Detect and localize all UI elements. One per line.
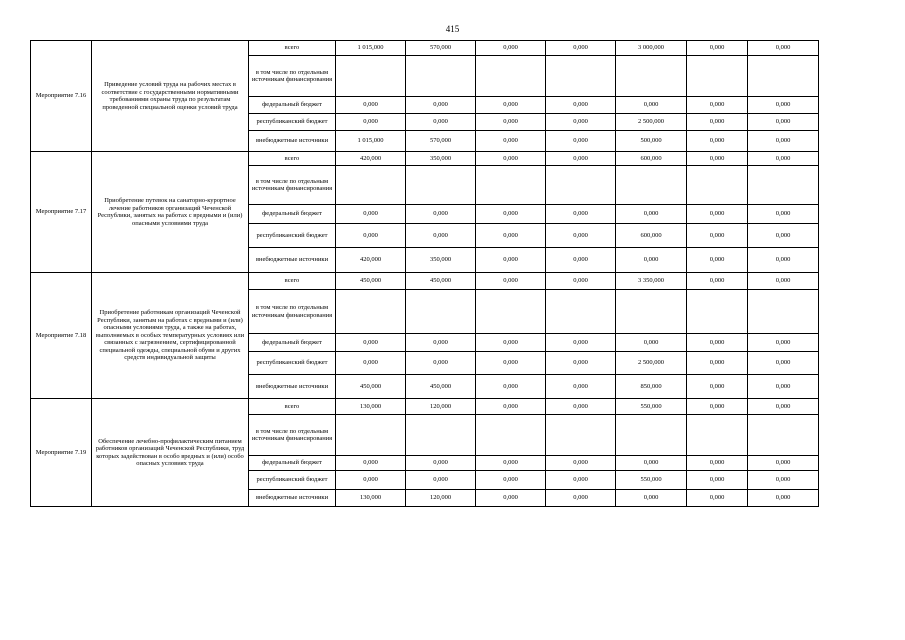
amount-cell: 0,000 — [687, 399, 748, 415]
amount-cell: 0,000 — [476, 97, 546, 114]
amount-cell: 0,000 — [336, 97, 406, 114]
amount-cell: 0,000 — [476, 131, 546, 152]
amount-cell: 0,000 — [748, 152, 819, 166]
page-number: 415 — [445, 24, 460, 34]
amount-cell: 0,000 — [748, 399, 819, 415]
table-row — [31, 273, 819, 290]
measure-description: Приведение условий труда на рабочих местах в соответствие с государственными нормативными требованиями охраны труда по результатам проведенной специальной оценки условий труда — [92, 41, 249, 152]
amount-cell: 0,000 — [476, 334, 546, 352]
amount-cell: 0,000 — [476, 456, 546, 471]
table-row — [31, 41, 819, 56]
amount-cell — [687, 290, 748, 334]
funding-source-extrabudget: внебюджетные источники — [249, 131, 336, 152]
amount-cell — [476, 56, 546, 97]
amount-cell: 0,000 — [748, 456, 819, 471]
amount-cell — [546, 415, 616, 456]
amount-cell: 0,000 — [546, 224, 616, 248]
amount-cell: 0,000 — [687, 456, 748, 471]
measure-description: Обеспечение лечебно-профилактическим питанием работников организаций Чеченской Республики, труд которых задействован в особо вредных и (или) особо опасных условиях труда — [92, 399, 249, 507]
amount-cell: 0,000 — [546, 97, 616, 114]
amount-cell: 0,000 — [687, 248, 748, 273]
budget-table — [30, 40, 819, 507]
amount-cell: 350,000 — [406, 248, 476, 273]
amount-cell: 0,000 — [406, 114, 476, 131]
amount-cell: 0,000 — [546, 205, 616, 224]
amount-cell — [616, 56, 687, 97]
amount-cell: 0,000 — [748, 114, 819, 131]
amount-cell: 0,000 — [748, 490, 819, 507]
amount-cell: 0,000 — [476, 399, 546, 415]
amount-cell: 0,000 — [748, 273, 819, 290]
amount-cell: 0,000 — [476, 352, 546, 375]
amount-cell — [546, 290, 616, 334]
amount-cell: 0,000 — [406, 334, 476, 352]
amount-cell: 0,000 — [687, 152, 748, 166]
amount-cell: 0,000 — [687, 352, 748, 375]
funding-source-extrabudget: внебюджетные источники — [249, 375, 336, 399]
amount-cell: 0,000 — [616, 248, 687, 273]
amount-cell: 0,000 — [546, 352, 616, 375]
amount-cell: 0,000 — [748, 224, 819, 248]
amount-cell: 0,000 — [616, 334, 687, 352]
amount-cell: 570,000 — [406, 41, 476, 56]
funding-source-including: в том числе по отдельным источникам финансирования — [249, 166, 336, 205]
amount-cell: 550,000 — [616, 471, 687, 490]
funding-source-including: в том числе по отдельным источникам финансирования — [249, 415, 336, 456]
amount-cell: 0,000 — [336, 224, 406, 248]
amount-cell — [336, 415, 406, 456]
amount-cell: 0,000 — [476, 205, 546, 224]
amount-cell: 0,000 — [616, 205, 687, 224]
amount-cell: 0,000 — [687, 205, 748, 224]
amount-cell — [406, 56, 476, 97]
amount-cell: 570,000 — [406, 131, 476, 152]
amount-cell: 0,000 — [687, 131, 748, 152]
funding-source-total: всего — [249, 273, 336, 290]
table-row — [31, 152, 819, 166]
amount-cell: 0,000 — [476, 114, 546, 131]
measure-code: Мероприятие 7.18 — [31, 273, 92, 399]
amount-cell: 600,000 — [616, 224, 687, 248]
amount-cell: 450,000 — [406, 273, 476, 290]
amount-cell: 0,000 — [406, 456, 476, 471]
amount-cell — [406, 415, 476, 456]
funding-source-republic: республиканский бюджет — [249, 471, 336, 490]
amount-cell: 0,000 — [748, 41, 819, 56]
funding-source-total: всего — [249, 399, 336, 415]
amount-cell — [336, 290, 406, 334]
amount-cell: 0,000 — [546, 273, 616, 290]
amount-cell: 0,000 — [546, 375, 616, 399]
measure-code: Мероприятие 7.16 — [31, 41, 92, 152]
funding-source-extrabudget: внебюджетные источники — [249, 490, 336, 507]
amount-cell: 0,000 — [406, 205, 476, 224]
amount-cell: 0,000 — [546, 490, 616, 507]
amount-cell: 0,000 — [687, 41, 748, 56]
amount-cell: 550,000 — [616, 399, 687, 415]
amount-cell: 0,000 — [546, 399, 616, 415]
amount-cell: 130,000 — [336, 490, 406, 507]
amount-cell: 0,000 — [336, 456, 406, 471]
amount-cell — [546, 166, 616, 205]
amount-cell: 3 350,000 — [616, 273, 687, 290]
amount-cell: 0,000 — [748, 334, 819, 352]
amount-cell: 0,000 — [748, 352, 819, 375]
amount-cell: 0,000 — [748, 471, 819, 490]
funding-source-total: всего — [249, 152, 336, 166]
amount-cell: 0,000 — [748, 131, 819, 152]
amount-cell: 0,000 — [406, 471, 476, 490]
amount-cell: 450,000 — [336, 375, 406, 399]
amount-cell: 120,000 — [406, 490, 476, 507]
amount-cell — [336, 166, 406, 205]
amount-cell: 0,000 — [336, 471, 406, 490]
funding-source-federal: федеральный бюджет — [249, 97, 336, 114]
amount-cell — [748, 290, 819, 334]
funding-source-federal: федеральный бюджет — [249, 334, 336, 352]
amount-cell: 0,000 — [687, 334, 748, 352]
amount-cell: 0,000 — [687, 97, 748, 114]
amount-cell: 0,000 — [546, 131, 616, 152]
amount-cell: 0,000 — [476, 152, 546, 166]
funding-source-republic: республиканский бюджет — [249, 352, 336, 375]
amount-cell — [406, 166, 476, 205]
amount-cell — [687, 415, 748, 456]
amount-cell: 0,000 — [476, 375, 546, 399]
amount-cell: 0,000 — [748, 375, 819, 399]
funding-source-federal: федеральный бюджет — [249, 205, 336, 224]
amount-cell: 0,000 — [546, 471, 616, 490]
funding-source-federal: федеральный бюджет — [249, 456, 336, 471]
amount-cell — [336, 56, 406, 97]
amount-cell: 420,000 — [336, 152, 406, 166]
amount-cell: 0,000 — [336, 114, 406, 131]
amount-cell: 0,000 — [336, 205, 406, 224]
funding-source-republic: республиканский бюджет — [249, 224, 336, 248]
amount-cell: 0,000 — [748, 205, 819, 224]
amount-cell: 0,000 — [687, 273, 748, 290]
amount-cell: 450,000 — [406, 375, 476, 399]
amount-cell: 450,000 — [336, 273, 406, 290]
amount-cell: 0,000 — [476, 273, 546, 290]
amount-cell: 0,000 — [546, 456, 616, 471]
amount-cell: 0,000 — [406, 352, 476, 375]
amount-cell: 0,000 — [687, 471, 748, 490]
amount-cell — [476, 290, 546, 334]
amount-cell: 600,000 — [616, 152, 687, 166]
amount-cell: 3 000,000 — [616, 41, 687, 56]
amount-cell: 0,000 — [476, 471, 546, 490]
amount-cell: 420,000 — [336, 248, 406, 273]
amount-cell: 0,000 — [546, 41, 616, 56]
amount-cell — [476, 415, 546, 456]
amount-cell: 0,000 — [476, 41, 546, 56]
funding-source-including: в том числе по отдельным источникам финансирования — [249, 290, 336, 334]
amount-cell — [748, 415, 819, 456]
amount-cell: 120,000 — [406, 399, 476, 415]
amount-cell: 0,000 — [336, 352, 406, 375]
amount-cell: 0,000 — [687, 375, 748, 399]
amount-cell — [748, 166, 819, 205]
amount-cell: 0,000 — [476, 224, 546, 248]
amount-cell: 850,000 — [616, 375, 687, 399]
amount-cell — [687, 166, 748, 205]
amount-cell: 0,000 — [476, 490, 546, 507]
amount-cell: 0,000 — [546, 248, 616, 273]
amount-cell: 0,000 — [546, 152, 616, 166]
amount-cell: 0,000 — [687, 114, 748, 131]
amount-cell — [616, 166, 687, 205]
amount-cell: 0,000 — [616, 490, 687, 507]
amount-cell: 0,000 — [687, 490, 748, 507]
amount-cell — [476, 166, 546, 205]
amount-cell: 0,000 — [616, 456, 687, 471]
measure-code: Мероприятие 7.19 — [31, 399, 92, 507]
amount-cell: 2 500,000 — [616, 114, 687, 131]
measure-code: Мероприятие 7.17 — [31, 152, 92, 273]
amount-cell — [748, 56, 819, 97]
amount-cell: 2 500,000 — [616, 352, 687, 375]
amount-cell — [687, 56, 748, 97]
amount-cell: 0,000 — [748, 97, 819, 114]
amount-cell: 0,000 — [687, 224, 748, 248]
amount-cell: 1 015,000 — [336, 41, 406, 56]
funding-source-extrabudget: внебюджетные источники — [249, 248, 336, 273]
amount-cell: 1 015,000 — [336, 131, 406, 152]
funding-source-total: всего — [249, 41, 336, 56]
amount-cell — [406, 290, 476, 334]
amount-cell: 0,000 — [476, 248, 546, 273]
amount-cell: 0,000 — [546, 334, 616, 352]
table-row — [31, 399, 819, 415]
amount-cell: 500,000 — [616, 131, 687, 152]
amount-cell: 0,000 — [616, 97, 687, 114]
amount-cell: 0,000 — [748, 248, 819, 273]
amount-cell — [616, 415, 687, 456]
funding-source-including: в том числе по отдельным источникам финансирования — [249, 56, 336, 97]
amount-cell: 0,000 — [336, 334, 406, 352]
amount-cell: 0,000 — [546, 114, 616, 131]
amount-cell — [546, 56, 616, 97]
amount-cell: 130,000 — [336, 399, 406, 415]
funding-source-republic: республиканский бюджет — [249, 114, 336, 131]
amount-cell: 350,000 — [406, 152, 476, 166]
amount-cell — [616, 290, 687, 334]
measure-description: Приобретение работникам организаций Чеченской Республики, занятым на работах с вредными и (или) опасными условиями труда, а также на работах, выполняемых в особых температурных условиях или связанных с загрязнением, сертифицированной специальной одежды, специальной обуви и других средств индивидуальной защиты — [92, 273, 249, 399]
amount-cell: 0,000 — [406, 97, 476, 114]
measure-description: Приобретение путевок на санаторно-курортное лечение работников организаций Чеченской Республики, занятых на работах с вредными и (или) опасными условиями труда — [92, 152, 249, 273]
amount-cell: 0,000 — [406, 224, 476, 248]
